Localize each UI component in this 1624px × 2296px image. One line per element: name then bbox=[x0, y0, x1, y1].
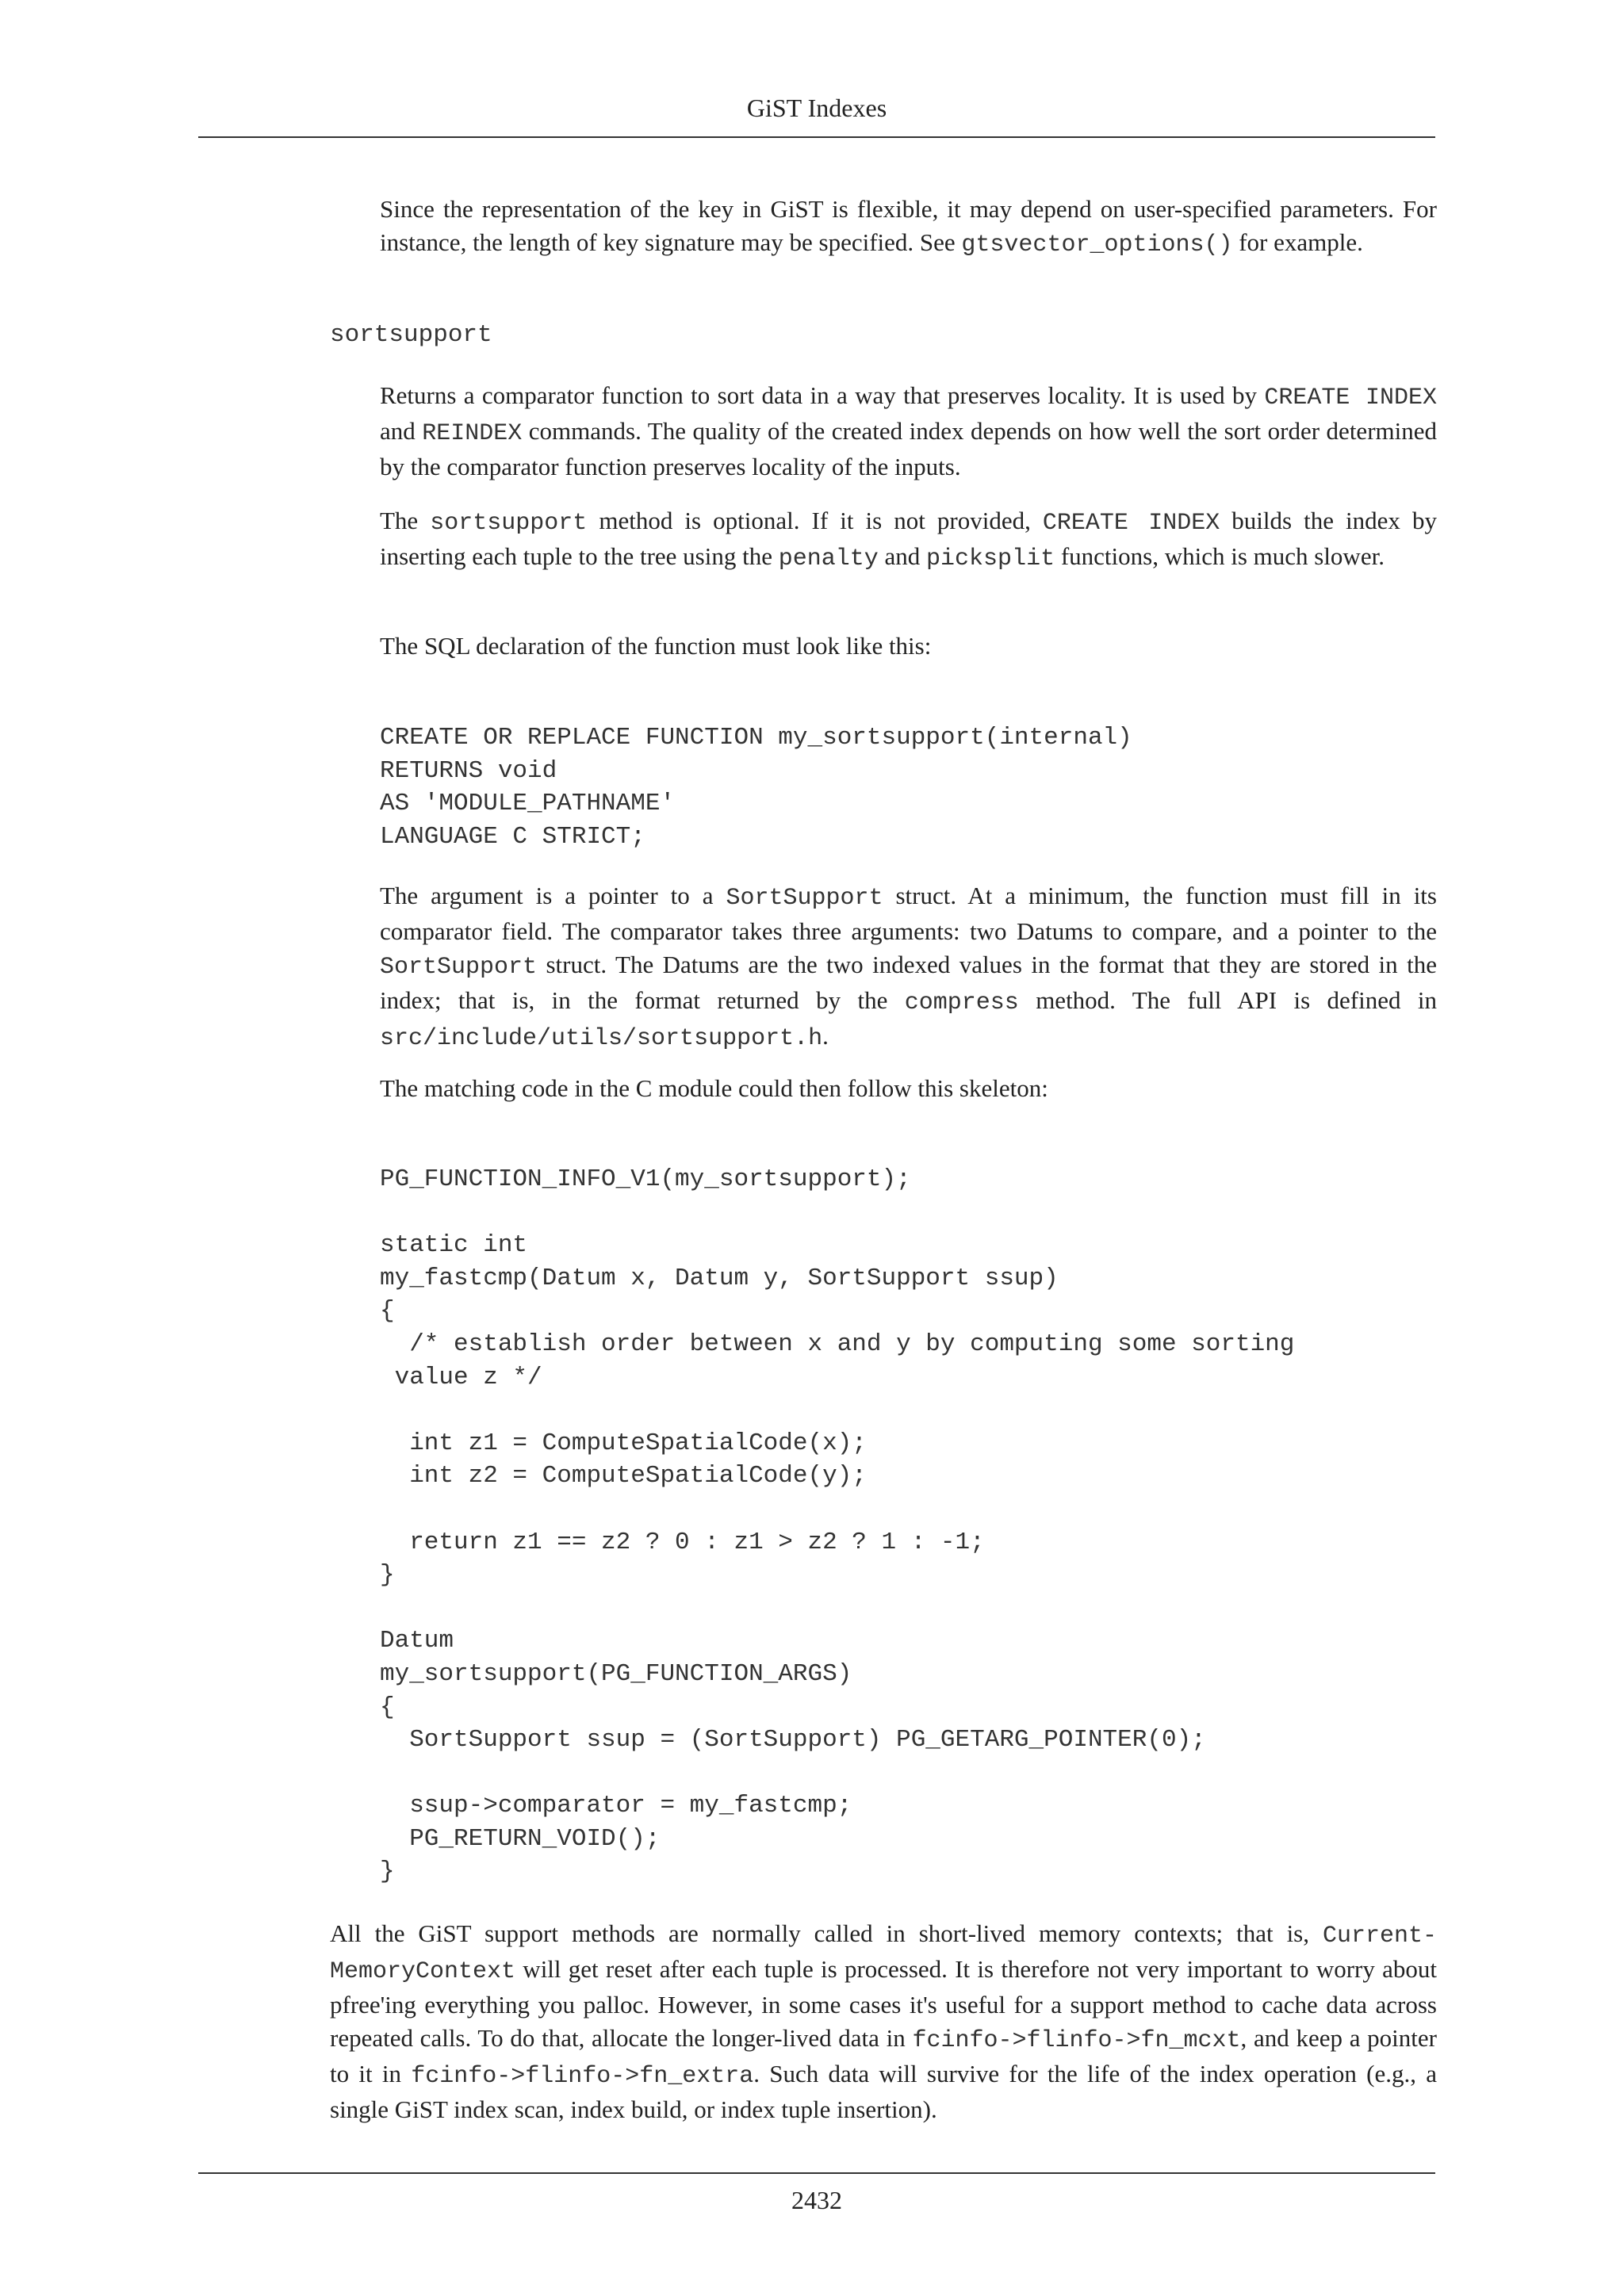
text: builds the index by inserting each tuple to the tree using the bbox=[380, 507, 1437, 570]
inline-code: fcinfo->flinfo->fn_mcxt bbox=[912, 2027, 1241, 2054]
page-number: 2432 bbox=[791, 2186, 842, 2214]
paragraph-sortsupport-description bbox=[380, 379, 1437, 484]
text: struct. The Datums are the two indexed values in the format that they are stored in the index; that is, in the format returned by the bbox=[380, 951, 1437, 1014]
inline-code: REINDEX bbox=[422, 420, 523, 447]
inline-code: CREATE INDEX bbox=[1264, 385, 1437, 411]
text: . bbox=[822, 1022, 829, 1050]
inline-code: penalty bbox=[778, 545, 879, 572]
paragraph-memory-contexts bbox=[330, 1917, 1437, 2126]
text: The bbox=[380, 507, 431, 534]
inline-code: Current-MemoryContext bbox=[330, 1923, 1437, 1985]
header-rule bbox=[198, 136, 1435, 138]
text: functions, which is much slower. bbox=[1055, 542, 1385, 570]
text: struct. At a minimum, the function must fill in its comparator field. The comparator takes three arguments: two Datums to compare, and a pointer to the bbox=[380, 882, 1437, 945]
paragraph-c-module-intro: The matching code in the C module could then follow this skeleton: bbox=[380, 1074, 1048, 1102]
paragraph-argument-description bbox=[380, 879, 1437, 1055]
inline-code: compress bbox=[904, 989, 1019, 1016]
inline-code: CREATE INDEX bbox=[1042, 510, 1220, 537]
text: , and keep a pointer to it in bbox=[330, 2024, 1437, 2087]
text: will get reset after each tuple is processed. It is therefore not very important to worry about pfree'ing everything you palloc. However, in some cases it's useful for a support method to cache data across repeated calls. To do that, allocate the longer-lived data in bbox=[330, 1955, 1437, 2052]
footer-rule bbox=[198, 2172, 1435, 2174]
inline-code: SortSupport bbox=[726, 885, 883, 912]
page-header: GiST Indexes bbox=[746, 94, 887, 122]
paragraph-key-representation bbox=[380, 193, 1437, 262]
code-block-sql-declaration: CREATE OR REPLACE FUNCTION my_sortsupport(internal) RETURNS void AS 'MODULE_PATHNAME' LANGUAGE C STRICT; bbox=[380, 724, 1132, 851]
text: . Such data will survive for the life of the index operation (e.g., a single GiST index scan, index build, or index tuple insertion). bbox=[330, 2060, 1438, 2123]
inline-code: SortSupport bbox=[380, 954, 538, 981]
text: method. The full API is defined in bbox=[1018, 986, 1437, 1014]
inline-code: src/include/utils/sortsupport.h bbox=[380, 1025, 823, 1052]
text: All the GiST support methods are normally called in short-lived memory contexts; that is, bbox=[330, 1919, 1323, 1947]
paragraph-sql-declaration-intro: The SQL declaration of the function must look like this: bbox=[380, 632, 932, 660]
inline-code: sortsupport bbox=[430, 510, 588, 537]
term-sortsupport: sortsupport bbox=[330, 321, 492, 349]
text: The argument is a pointer to a bbox=[380, 882, 726, 909]
text: Since the representation of the key in GiST is flexible, it may depend on user-specified parameters. For instance, the length of key signature may be specified. See bbox=[380, 195, 1437, 256]
text: Returns a comparator function to sort data in a way that preserves locality. It is used by bbox=[380, 381, 1265, 409]
paragraph-sortsupport-optional bbox=[380, 504, 1437, 576]
inline-code: picksplit bbox=[926, 545, 1055, 572]
text: and bbox=[380, 417, 423, 445]
inline-code: fcinfo->flinfo->fn_extra bbox=[411, 2063, 754, 2090]
text: and bbox=[878, 542, 927, 570]
text: commands. The quality of the created index depends on how well the sort order determined by the comparator function preserves locality of the inputs. bbox=[380, 417, 1437, 480]
code-block-c-skeleton: PG_FUNCTION_INFO_V1(my_sortsupport); static int my_fastcmp(Datum x, Datum y, SortSupport ssup) { /* establish order between x and y by computing some sorting value z */ int z1 = ComputeSpatialCode(x); int z2 = ComputeSpatialCode(y); return z1 == z2 ? 0 : z1 > z2 ? 1 : -1; } Datum my_sortsupport(PG_FUNCTION_ARGS) { SortSupport ssup = (SortSupport) PG_GETARG_POINTER(0); ssup->comparator = my_fastcmp; PG_RETURN_VOID(); } bbox=[380, 1165, 1295, 1886]
inline-code: gtsvector_options() bbox=[961, 232, 1233, 258]
text: method is optional. If it is not provided, bbox=[587, 507, 1043, 534]
text: for example. bbox=[1232, 228, 1363, 256]
